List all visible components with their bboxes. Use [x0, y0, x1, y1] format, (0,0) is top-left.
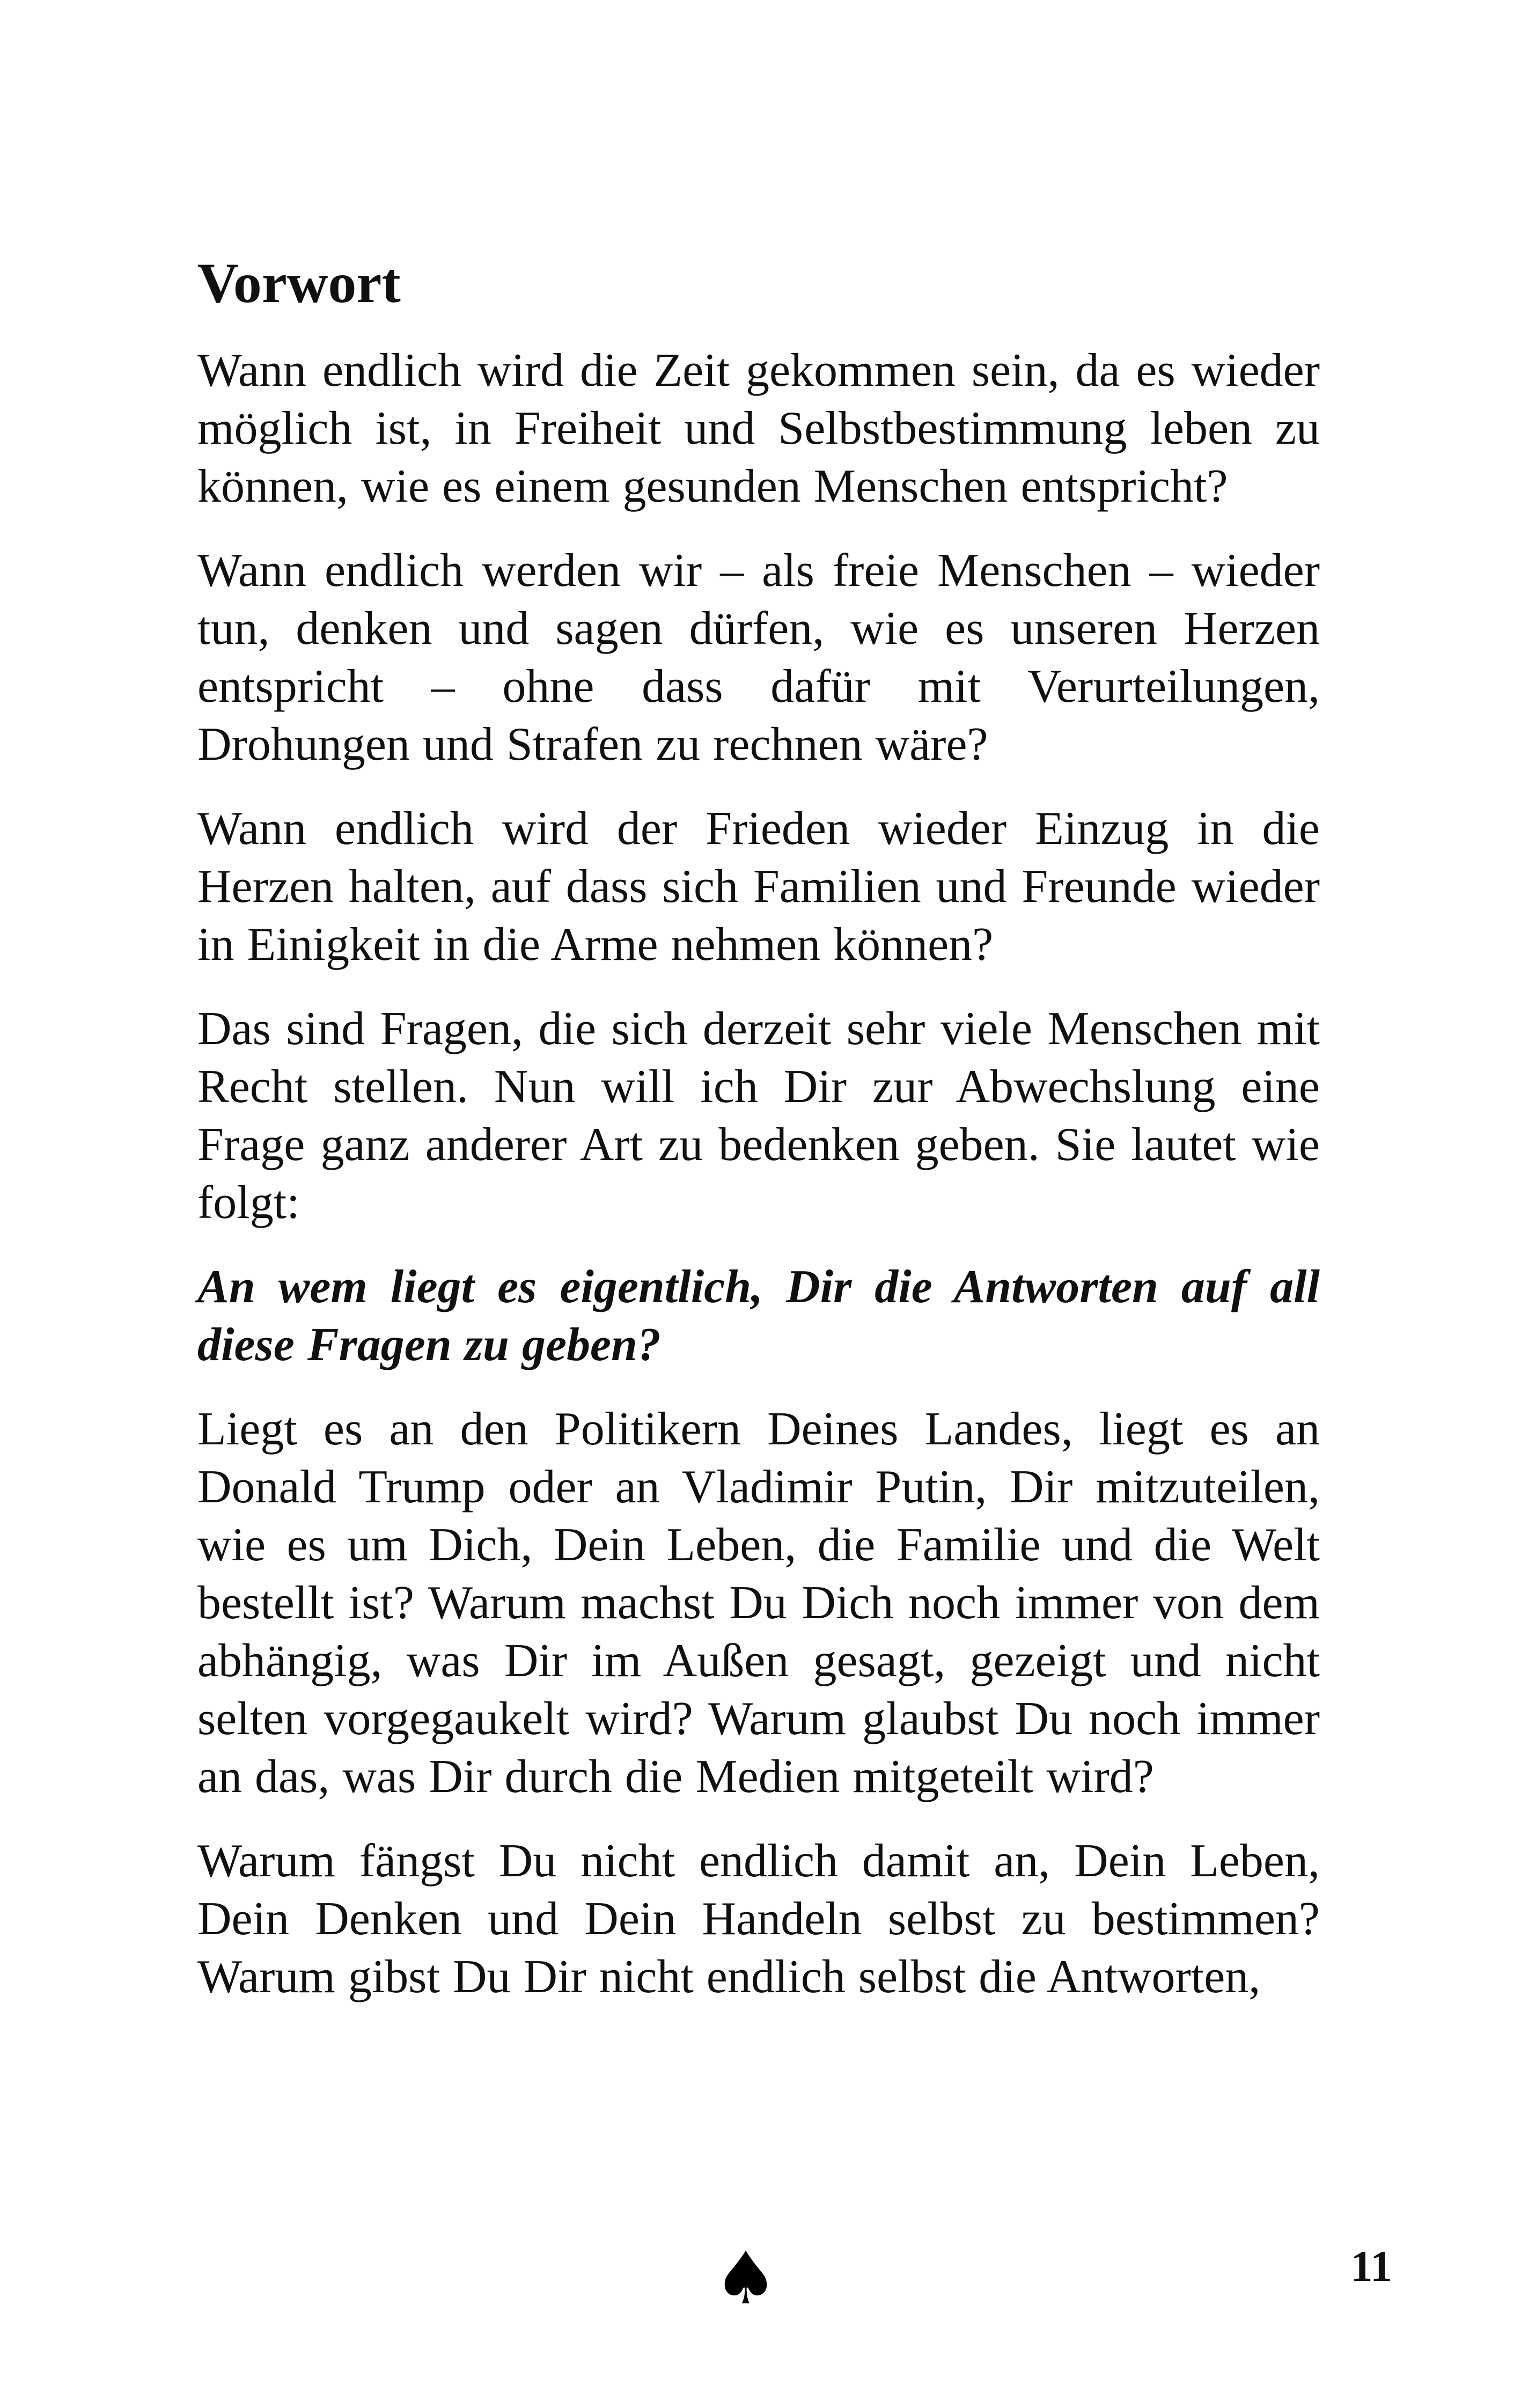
paragraph: Wann endlich wird der Frieden wieder Einzug in die Herzen halten, auf dass sich Familien und Freunde wieder in Einigkeit in die Arme nehmen können? — [197, 803, 1320, 971]
text-block — [197, 252, 1320, 2032]
paragraph: Liegt es an den Politikern Deines Landes, liegt es an Donald Trump oder an Vladimir Putin, Dir mitzuteilen, wie es um Dich, Dein Leben, die Familie und die Welt bestellt ist? Warum machst Du Dich noch immer von dem abhängig, was Dir im Außen gesagt, gezeigt und nicht selten vorgegaukelt wird? Warum glaubst Du noch immer an das, was Dir durch die Medien mitgeteilt wird? — [197, 1403, 1320, 1803]
emphasis-paragraph: An wem liegt es eigentlich, Dir die Antworten auf all diese Fragen zu geben? — [197, 1261, 1320, 1371]
paragraph: Warum fängst Du nicht endlich damit an, Dein Leben, Dein Denken und Dein Handeln selbst zu bestimmen? Warum gibst Du Dir nicht endlich selbst die Antworten, — [197, 1835, 1320, 2003]
paragraph: Das sind Fragen, die sich derzeit sehr viele Menschen mit Recht stellen. Nun will ich Dir zur Abwechslung eine Frage ganz anderer Art zu bedenken geben. Sie lautet wie folgt: — [197, 1003, 1320, 1229]
page-number: 11 — [1350, 2242, 1392, 2290]
paragraph: Wann endlich werden wir – als freie Menschen – wieder tun, denken und sagen dürfen, wie es unseren Herzen entspricht – ohne dass dafür mit Verurteilungen, Drohungen und Strafen zu rechnen wäre? — [197, 545, 1320, 770]
paragraph: Wann endlich wird die Zeit gekommen sein, da es wieder möglich ist, in Freiheit und Selbstbestimmung leben zu können, wie es einem gesunden Menschen entspricht? — [197, 344, 1320, 512]
spade-icon: ♠ — [713, 2236, 778, 2321]
page-title: Vorwort — [197, 252, 401, 314]
